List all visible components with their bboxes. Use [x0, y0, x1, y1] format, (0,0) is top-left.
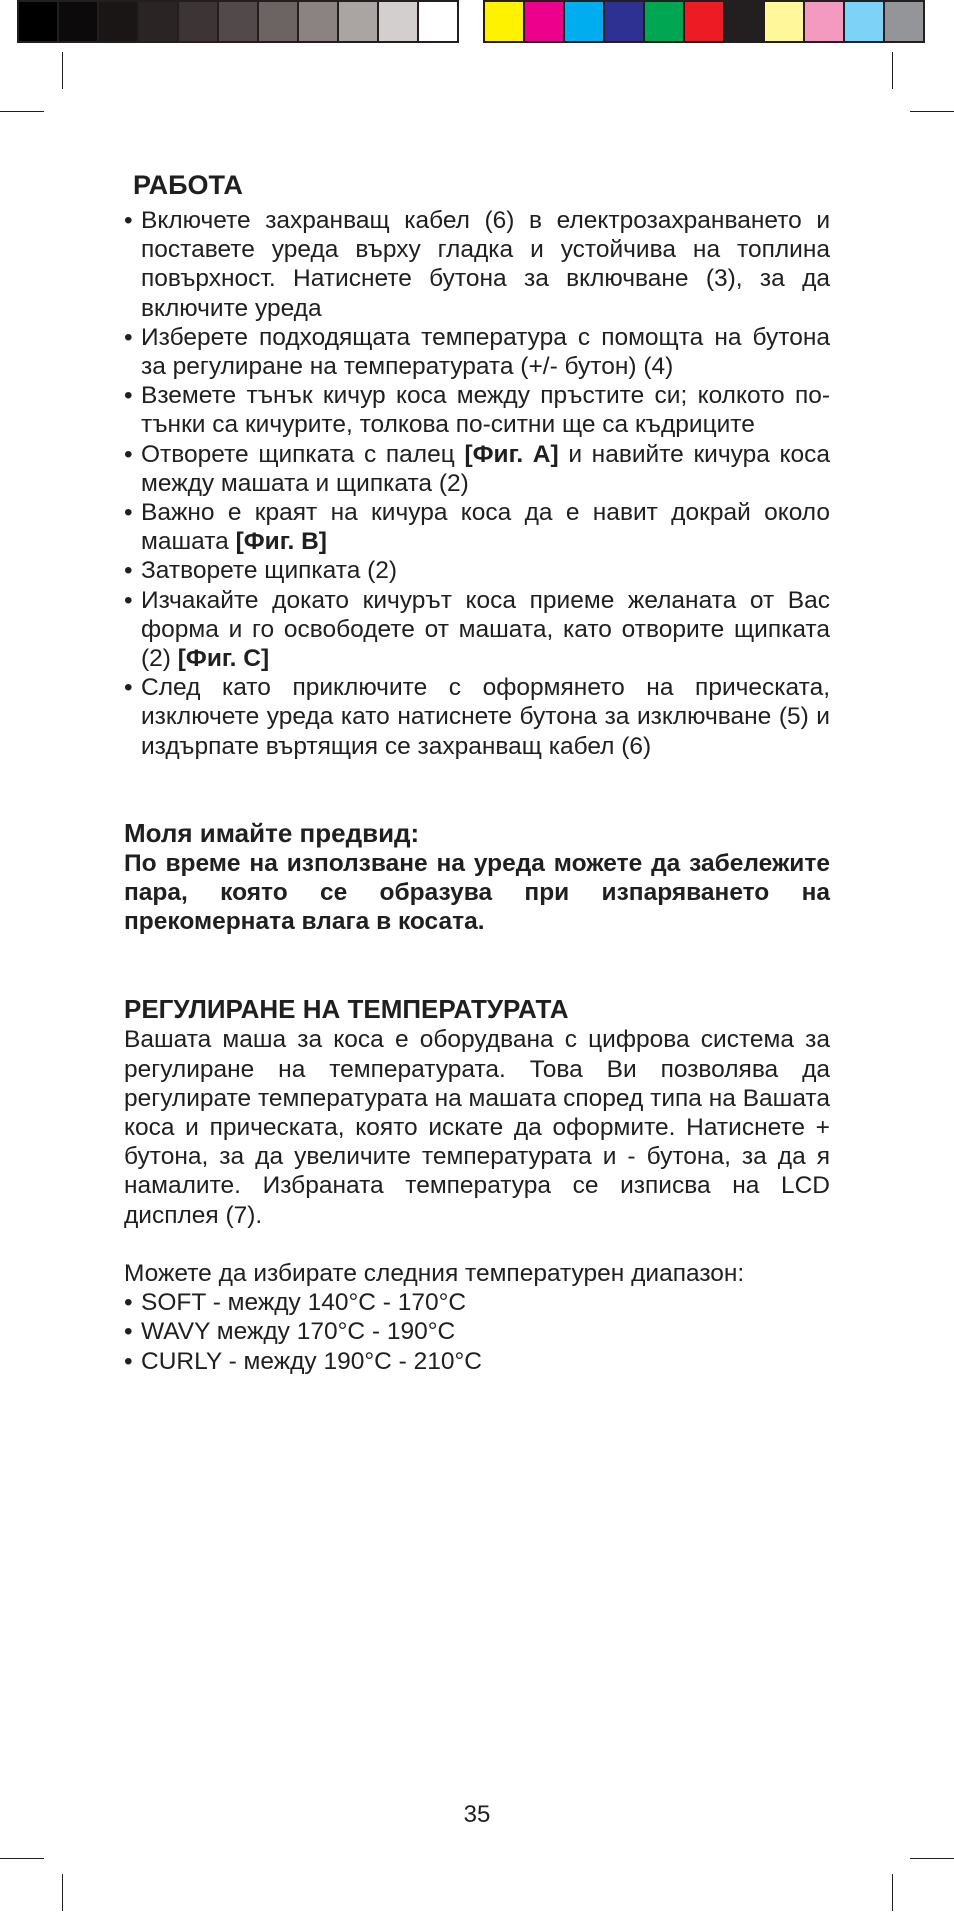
crop-mark-bottom-left-horizontal	[0, 1858, 44, 1859]
operation-step	[124, 673, 830, 761]
temperature-range-item: • CURLY - между 190°C - 210°C	[124, 1347, 830, 1376]
grayscale-swatch	[17, 0, 59, 43]
operation-heading: РАБОТА	[133, 170, 243, 200]
step-text-continued: и навийте кичура коса между машата и щипката (2)	[141, 440, 830, 497]
grayscale-swatch	[379, 0, 419, 43]
step-text: След като приключите с оформянето на прическата, изключете уреда като натиснете бутона за изключване (5) и издърпате въртящия се захранващ кабел (6)	[141, 674, 830, 760]
grayscale-swatch	[219, 0, 259, 43]
grayscale-swatch	[139, 0, 179, 43]
grayscale-swatch	[339, 0, 379, 43]
temperature-paragraph: Вашата маша за коса е оборудвана с цифрова система за регулиране на температурата. Това Ви позволява да регулирате температурата на машата според типа на Вашата коса и прическата, която искате да оформите. Натиснете + бутона, за да увеличите температурата и - бутона, за да я намалите. Избраната температура се изписва на LCD дисплея (7).	[124, 1026, 830, 1229]
grayscale-swatch	[179, 0, 219, 43]
operation-step	[124, 586, 830, 674]
page-number: 35	[463, 1801, 491, 1828]
temperature-range-item: • SOFT - между 140°C - 170°C	[124, 1288, 830, 1317]
step-text: Включете захранващ кабел (6) в електрозахранването и поставете уреда върху гладка и устойчива на топлина повърхност. Натиснете бутона за включване (3), за да включите уреда	[141, 207, 830, 322]
step-text: Вземете тънък кичур коса между пръстите си; колкото по-тънки са кичурите, толкова по-ситни ще са къдриците	[141, 382, 830, 439]
page-content	[124, 168, 830, 1376]
operation-step	[124, 323, 830, 381]
step-text: Изберете подходящата температура с помощта на бутона за регулиране на температурата (+/- бутон) (4)	[141, 323, 830, 381]
process-color-swatch	[605, 0, 645, 43]
figure-reference: [Фиг. A]	[464, 440, 559, 468]
operation-step	[124, 440, 830, 498]
process-color-swatch	[725, 0, 765, 43]
grayscale-swatch	[99, 0, 139, 43]
step-text: Важно е краят на кичура коса да е навит докрай около машата	[141, 499, 830, 556]
crop-mark-bottom-left	[62, 1874, 63, 1911]
process-color-swatch	[525, 0, 565, 43]
process-color-swatch	[685, 0, 725, 43]
crop-mark-top-right-horizontal	[910, 111, 954, 112]
crop-mark-top-right	[892, 52, 893, 89]
temperature-heading: РЕГУЛИРАНЕ НА ТЕМПЕРАТУРАТА	[124, 994, 569, 1025]
figure-reference: [Фиг. C]	[177, 645, 270, 673]
process-color-swatch	[483, 0, 525, 43]
process-color-swatch	[845, 0, 885, 43]
crop-mark-top-left-horizontal	[0, 111, 44, 112]
operation-steps-list	[124, 206, 830, 761]
process-color-swatch	[805, 0, 845, 43]
grayscale-swatch	[299, 0, 339, 43]
temperature-section	[124, 994, 830, 1375]
figure-reference: [Фиг. B]	[235, 528, 327, 556]
grayscale-color-bar	[17, 0, 459, 43]
note-section	[124, 818, 830, 937]
crop-mark-top-left	[62, 52, 63, 89]
grayscale-swatch	[419, 0, 459, 43]
operation-section	[124, 168, 830, 761]
process-color-swatch	[645, 0, 685, 43]
grayscale-swatch	[259, 0, 299, 43]
operation-step	[124, 498, 830, 556]
grayscale-swatch	[59, 0, 99, 43]
temperature-range-list	[124, 1288, 830, 1376]
crop-mark-bottom-right	[892, 1874, 893, 1911]
operation-step	[124, 206, 830, 323]
step-text: Изчакайте докато кичурът коса приеме желаната от Вас форма и го освободете от машата, като отворите щипката (2)	[141, 586, 830, 673]
process-color-swatch	[765, 0, 805, 43]
note-text: По време на използване на уреда можете да забележите пара, която се образува при изпаряването на прекомерната влага в косата.	[124, 849, 830, 936]
temperature-range-item: • WAVY между 170°C - 190°C	[124, 1317, 830, 1346]
note-heading: Моля имайте предвид:	[124, 817, 420, 848]
temperature-range-intro: Можете да избирате следния температурен диапазон:	[124, 1259, 745, 1287]
process-color-swatch	[565, 0, 605, 43]
step-text: Затворете щипката (2)	[141, 557, 398, 585]
crop-mark-bottom-right-horizontal	[910, 1858, 954, 1859]
operation-step	[124, 556, 830, 585]
process-color-swatch	[885, 0, 925, 43]
process-color-bar	[483, 0, 925, 43]
step-text: Отворете щипката с палец	[141, 440, 465, 468]
operation-step	[124, 381, 830, 439]
